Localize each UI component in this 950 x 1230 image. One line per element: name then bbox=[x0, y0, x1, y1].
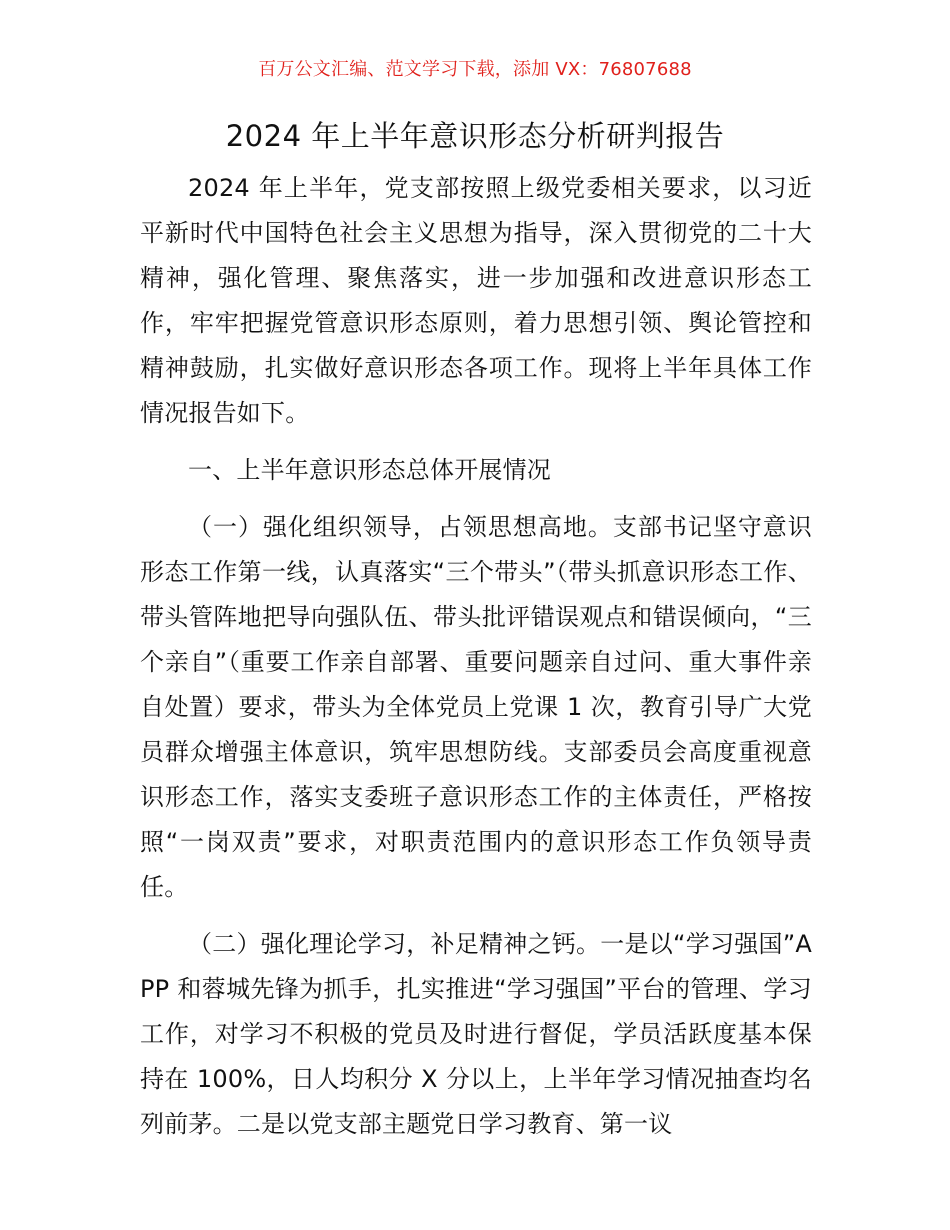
subsection-paragraph-2: （二）强化理论学习，补足精神之钙。一是以“学习强国”APP 和蓉城先锋为抓手，扎实推进“学习强国”平台的管理、学习工作，对学习不积极的党员及时进行督促，学员活跃度基本保持在 100%，日人均积分 X 分以上，上半年学习情况抽查均名列前茅。二是以党支部主题党日学习教育、第一议 bbox=[140, 930, 812, 1138]
subsection-paragraph-1: （一）强化组织领导，占领思想高地。支部书记坚守意识形态工作第一线，认真落实“三个带头”（带头抓意识形态工作、带头管阵地把导向强队伍、带头批评错误观点和错误倾向，“三个亲自”（重要工作亲自部署、重要问题亲自过问、重大事件亲自处置）要求，带头为全体党员上党课 1 次，教育引导广大党员群众增强主体意识，筑牢思想防线。支部委员会高度重视意识形态工作，落实支委班子意识形态工作的主体责任，严格按照“一岗双责”要求，对职责范围内的意识形态工作负领导责任。 bbox=[140, 513, 812, 901]
watermark-text: 百万公文汇编、范文学习下载，添加 VX：76807688 bbox=[258, 59, 692, 80]
document-title: 2024 年上半年意识形态分析研判报告 bbox=[225, 119, 725, 153]
intro-paragraph: 2024 年上半年，党支部按照上级党委相关要求，以习近平新时代中国特色社会主义思想为指导，深入贯彻党的二十大精神，强化管理、聚焦落实，进一步加强和改进意识形态工作，牢牢把握党管意识形态原则，着力思想引领、舆论管控和精神鼓励，扎实做好意识形态各项工作。现将上半年具体工作情况报告如下。 bbox=[140, 174, 812, 427]
section-heading: 一、上半年意识形态总体开展情况 bbox=[188, 456, 551, 484]
document-body bbox=[140, 166, 812, 1147]
